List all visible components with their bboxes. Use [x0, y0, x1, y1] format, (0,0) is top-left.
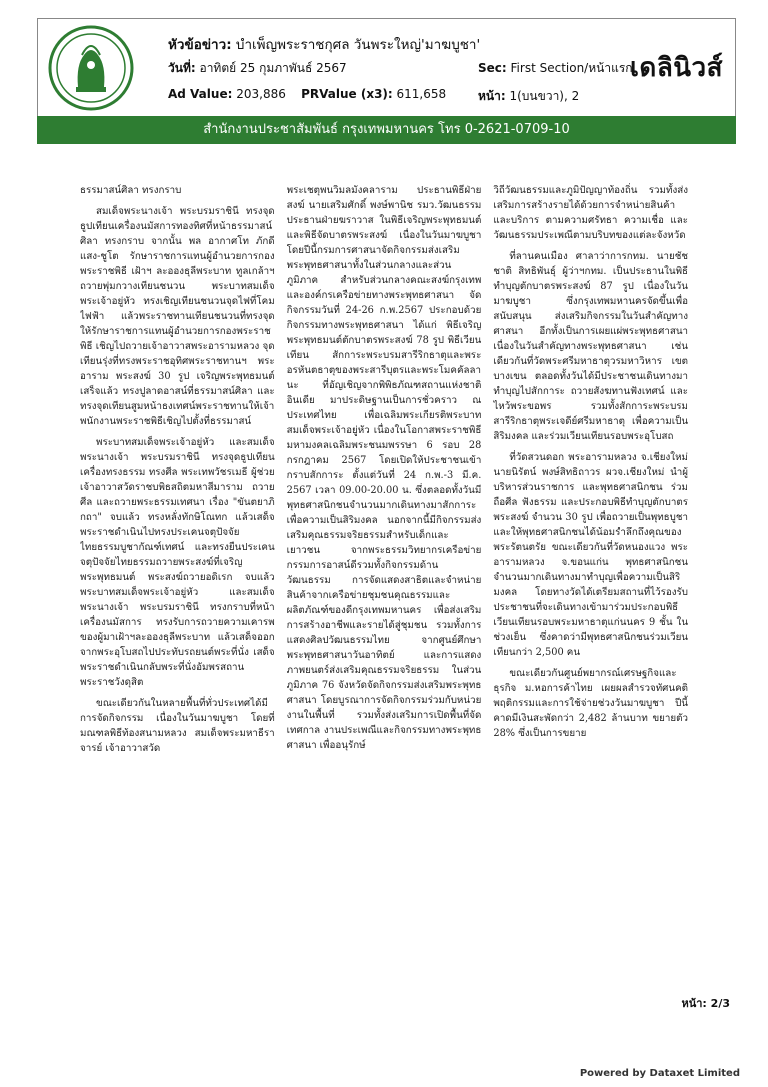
clipping-header	[37, 18, 736, 117]
powered-by: Powered by Dataxet Limited	[579, 1068, 740, 1079]
bangkok-seal-icon	[48, 25, 134, 111]
paragraph: ขณะเดียวกันศูนย์พยากรณ์เศรษฐกิจและธุรกิจ ม.หอการค้าไทย เผยผลสำรวจทัศนคติพฤติกรรมและการใช้จ่ายช่วงวันมาฆบูชา ปีนี้คาดมีเงินสะพัดกว่า 2,482 ล้านบาท ขยายตัว 28% ซึ่งเป็นการขยาย	[493, 668, 689, 739]
paragraph: พระบาทสมเด็จพระเจ้าอยู่หัว และสมเด็จพระนางเจ้า พระบรมราชินี ทรงจุดธูปเทียนเครื่องทรงธรรม ทรงศีล พระเทพวัชรเมธี ผู้ช่วยเจ้าอาวาสวัดราชบพิธสถิตมหาสีมาราม ถวายศีล และถวายพระธรรมเทศนา เรื่อง "ขันตยาภิกถา" จบแล้ว ทรงหลั่งทักษิโณทก แล้วเสด็จพระราชดำเนินไปทรงประเคนจตุปัจจัยไทยธรรมบูชากัณฑ์เทศน์ และทรงยืนประเคนจตุปัจจัยไทยธรรมถวายพระสงฆ์ที่เจริญพระพุทธมนต์ พระสงฆ์ถวายอดิเรก จบแล้ว พระบาทสมเด็จพระเจ้าอยู่หัว และสมเด็จพระนางเจ้า พระบรมราชินี ทรงกราบที่หน้าเครื่องนมัสการ ทรงรับการถวายความเคารพของผู้มาเฝ้าฯละอองธุลีพระบาท แล้วเสด็จออกจากพระอุโบสถไปประทับรถยนต์พระที่นั่ง เสด็จพระราชดำเนินกลับพระที่นั่งอัมพรสถาน พระราชวังดุสิต	[80, 437, 275, 688]
paragraph: ขณะเดียวกันในหลายพื้นที่ทั่วประเทศได้มีการจัดกิจกรรม เนื่องในวันมาฆบูชา โดยที่มณฑลพิธีท้องสนามหลวง สมเด็จพระมหาธีราจารย์ เจ้าอาวาสวัด	[80, 698, 275, 754]
paragraph: สมเด็จพระนางเจ้า พระบรมราชินี ทรงจุดธูปเทียนเครื่องนมัสการทองทิศที่หน้าธรรมาสน์ศิลา ทรงกราบ จากนั้น พล อากาศโท ภักดี แสง-ชูโต รักษาราชการแทนผู้อำนวยการกองพระราชพิธี เฝ้าฯ ละอองธุลีพระบาท ทูลเกล้าฯถวายพุ่มกวางเทียนชนวน พระบาทสมเด็จพระเจ้าอยู่หัว ทรงเชิญเทียนชนวนจุดไฟที่โคมไฟฟ้า แล้วพระราชทานเทียนชนวนที่ทรงจุด ให้รักษาราชการแทนผู้อำนวยการกองพระราชพิธี เชิญไปถวายเจ้าอาวาสพระอารามหลวง จุดเทียนรุ่งที่ทรงพระราชอุทิศพระราชทานฯ พระอาราม พระสงฆ์ 30 รูป เจริญพระพุทธมนต์ เสร็จแล้ว ทรงปูลาดอาสน์ที่ธรรมาสน์ศิลา และทรงจุดเทียนสูมหน้าธงเทศน์พระราชทานให้เจ้าพนักงานพระราชพิธีเชิญไปตั้งที่ธรรมาสน์	[80, 206, 275, 427]
headline: หัวข้อข่าว: บำเพ็ญพระราชกุศล วันพระใหญ่'มาฆบูชา'	[168, 37, 481, 53]
article-column-3	[493, 183, 688, 903]
section: Sec: First Section/หน้าแรก	[478, 61, 633, 75]
paragraph: พระเชตุพนวิมลมังคลาราม ประธานพิธีฝ่ายสงฆ์ นายเสริมศักดิ์ พงษ์พานิช รมว.วัฒนธรรม ประธานฝ่ายฆราวาส ในพิธีเจริญพระพุทธมนต์และพิธีจัดบาตรพระสงฆ์ เนื่องในวันมาฆบูชา โดยปีนี้กรมการศาสนาจัดกิจกรรมส่งเสริมพระพุทธศาสนาทั้งในส่วนกลางและส่วนภูมิภาค สำหรับส่วนกลางคณะสงฆ์กรุงเทพ และองค์กรเครือข่ายทางพระพุทธศาสนา จัดกิจกรรมวันที่ 24-26 ก.พ.2567 ประกอบด้วย กิจกรรมทางพระพุทธศาสนา ได้แก่ พิธีเจริญพระพุทธมนต์ตักบาตรพระสงฆ์ 78 รูป พิธีเวียนเทียน สักการะพระบรมสารีริกธาตุและพระอรหันตธาตุของพระสารีบุตรและพระโมคคัลลานะ ที่อัญเชิญจากพิพิธภัณฑสถานแห่งชาติอินเดีย มาประดิษฐานเป็นการชั่วคราว ณ ประเทศไทย เพื่อเฉลิมพระเกียรติพระบาทสมเด็จพระเจ้าอยู่หัว เนื่องในโอกาสพระราชพิธีมหามงคลเฉลิมพระชนมพรรษา 6 รอบ 28 กรกฎาคม 2567 โดยเปิดให้ประชาชนเข้ากราบสักการะ ตั้งแต่วันที่ 24 ก.พ.-3 มี.ค. 2567 เวลา 09.00-20.00 น. ซึ่งตลอดทั้งวันมีพุทธศาสนิกชนจำนวนมากเดินทางมาสักการะเพื่อความเป็นสิริมงคล นอกจากนี้มีกิจกรรมส่งเสริมคุณธรรมจริยธรรมสำหรับเด็กและเยาวชน จากพระธรรมวิทยากรเครือข่ายกรรมการอาสน์ดีรวมทั้งกิจกรรมด้านวัฒนธรรม การจัดแสดงสาธิตและจำหน่ายสินค้าจากเครือข่ายชุมชนคุณธรรมและผลิตภัณฑ์ของดีกรุงเทพมหานคร เพื่อส่งเสริมการสร้างอาชีพและรายได้สู่ชุมชน รวมทั้งการแสดงศิลปวัฒนธรรมไทย จากศูนย์ศึกษาพระพุทธศาสนาวันอาทิตย์ และการแสดงภาพยนตร์ส่งเสริมคุณธรรมจริยธรรม ในส่วนภูมิภาค 76 จังหวัดจัดกิจกรรมส่งเสริมพระพุทธศาสนา โดยบูรณาการจัดกิจกรรมร่วมกับหน่วยงานในพื้นที่ รวมทั้งส่งเสริมการเปิดพื้นที่จัดเทศกาล งานประเพณีและกิจกรรมทางพระพุทธศาสนา เพื่ออนุรักษ์	[286, 185, 482, 751]
newspaper-brand: เดลินิวส์	[630, 53, 723, 83]
paragraph: ที่วัดสวนดอก พระอารามหลวง จ.เชียงใหม่ นายนิรัตน์ พงษ์สิทธิถาวร ผวจ.เชียงใหม่ นำผู้บริหารส่วนราชการ และพุทธศาสนิกชน ร่วมถือศีล ฟังธรรม และประกอบพิธีทำบุญตักบาตรพระสงฆ์ จำนวน 30 รูป เพื่อถวายเป็นพุทธบูชา และให้พุทธศาสนิกชนได้น้อมรำลึกถึงคุณของพระรัตนตรัย ขณะเดียวกันที่วัดหนองแวง พระอารามหลวง จ.ขอนแก่น พุทธศาสนิกชนจำนวนมากเดินทางมาทำบุญเพื่อความเป็นสิริมงคล โดยทางวัดได้เตรียมสถานที่ไว้รองรับประชาชนที่จะเดินทางเข้ามาร่วมประกอบพิธีเวียนเทียนรอบพระมหาธาตุแก่นนคร 9 ชั้น ในช่วงเย็น ซึ่งคาดว่ามีพุทธศาสนิกชนร่วมเวียนเทียนกว่า 2,500 คน	[493, 452, 689, 658]
date: วันที่: อาทิตย์ 25 กุมภาพันธ์ 2567	[168, 61, 347, 75]
page-number: หน้า: 2/3	[681, 997, 730, 1010]
paragraph: ที่ลานคนเมือง ศาลาว่าการกทม. นายชัชชาติ สิทธิพันธุ์ ผู้ว่าฯกทม. เป็นประธานในพิธีทำบุญตักบาตรพระสงฆ์ 87 รูป เนื่องในวันมาฆบูชา ซึ่งกรุงเทพมหานครจัดขึ้นเพื่อสนับสนุน ส่งเสริมกิจกรรมในวันสำคัญทางศาสนา อีกทั้งเป็นการเผยแผ่พระพุทธศาสนา เนื่องในวันสำคัญทางพระพุทธศาสนา เช่นเดียวกันที่วัดพระศรีมหาธาตุวรมหาวิหาร เขตบางเขน ตลอดทั้งวันได้มีประชาชนเดินทางมาทำบุญไปสักการะ ถวายสังฆทานฟังเทศน์ และไหว้พระขอพร รวมทั้งสักการะพระบรมสารีริกธาตุพระเจดีย์ศรีมหาธาตุ เพื่อความเป็นสิริมงคล และร่วมเวียนเทียนรอบพระอุโบสถ	[493, 251, 689, 442]
article-body	[80, 183, 688, 903]
paragraph: วิถีวัฒนธรรมและภูมิปัญญาท้องถิ่น รวมทั้งส่งเสริมการสร้างรายได้ด้วยการจำหน่ายสินค้าและบริการ ตามความศรัทธา ความเชื่อ และวัฒนธรรมประเพณีตามบริบทของแต่ละจังหวัด	[493, 185, 689, 241]
article-column-1	[80, 183, 275, 903]
article-column-2	[287, 183, 482, 903]
page-info: หน้า: 1(บนขวา), 2	[478, 89, 580, 103]
ad-value: Ad Value: 203,886 PRValue (x3): 611,658	[168, 87, 447, 101]
office-bar: สำนักงานประชาสัมพันธ์ กรุงเทพมหานคร โทร 0-2621-0709-10	[37, 116, 736, 144]
paragraph: ธรรมาสน์ศิลา ทรงกราบ	[80, 185, 182, 196]
